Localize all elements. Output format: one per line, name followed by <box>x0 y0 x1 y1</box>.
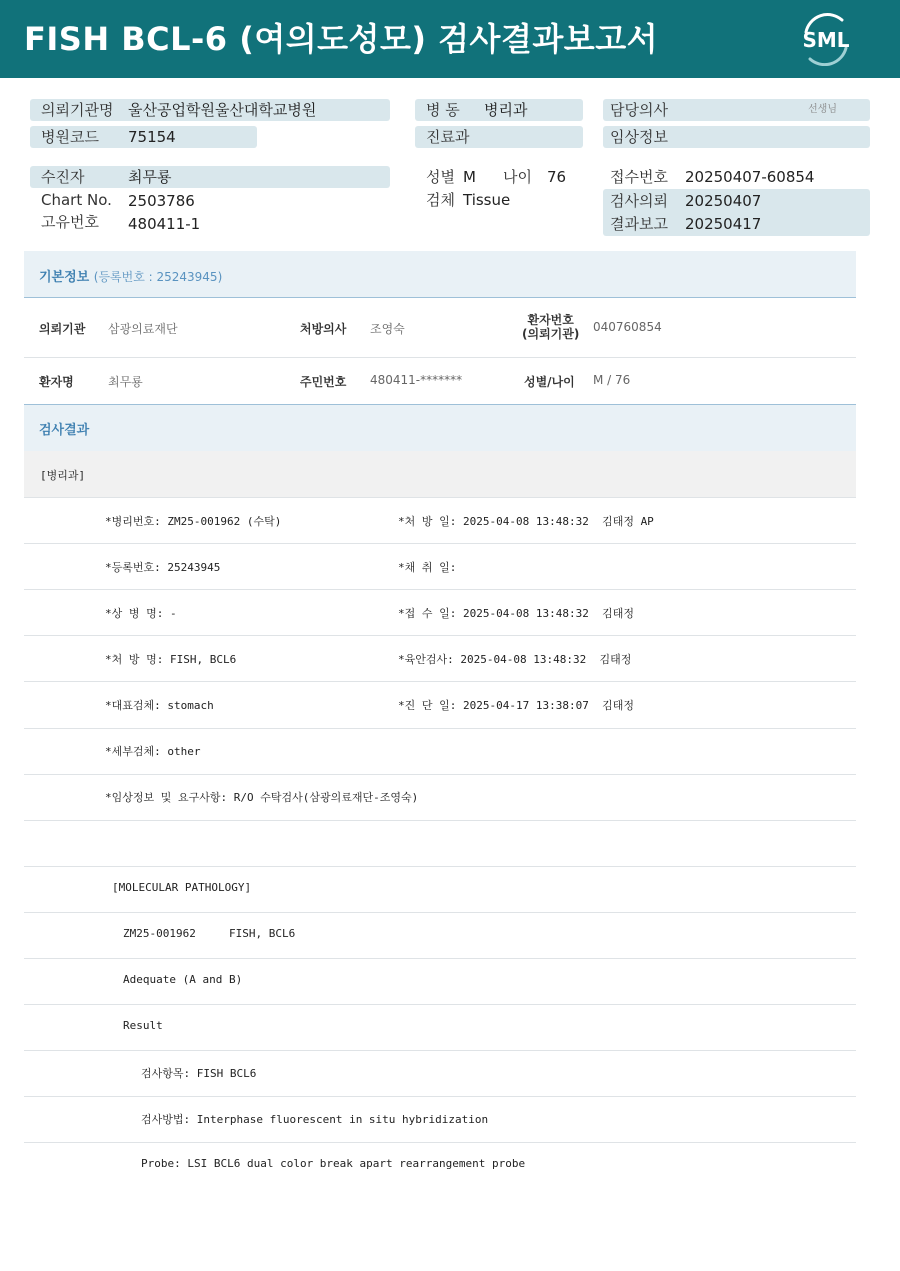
ward-value: 병리과 <box>484 101 528 119</box>
divider <box>24 958 856 959</box>
prescriber-value: 조영숙 <box>370 322 405 336</box>
divider <box>24 543 856 544</box>
divider <box>24 774 856 775</box>
patient-no-value: 040760854 <box>593 320 662 334</box>
clinical-requirements: *임상정보 및 요구사항: R/O 수탁검사(삼광의료재단-조영숙) <box>105 791 419 804</box>
divider <box>24 820 856 821</box>
divider <box>24 912 856 913</box>
divider <box>24 297 856 298</box>
age-label: 나이 <box>503 168 532 186</box>
requesting-org-value: 울산공업학원울산대학교병원 <box>128 101 317 119</box>
request-value: 20250407 <box>685 192 762 210</box>
sex-age-value: M / 76 <box>593 373 631 387</box>
molecular-pathology-heading: [MOLECULAR PATHOLOGY] <box>112 881 252 894</box>
divider <box>24 357 856 358</box>
department-row <box>24 451 856 497</box>
department-name: [병리과] <box>40 469 86 482</box>
divider <box>24 589 856 590</box>
report-date-value: 20250417 <box>685 215 762 233</box>
doctor-label: 담당의사 <box>610 101 668 119</box>
ward-label: 병 동 <box>426 101 460 119</box>
specimen-value: Tissue <box>463 191 511 209</box>
prescriber-label: 처방의사 <box>300 322 347 336</box>
report-date-label: 결과보고 <box>610 215 668 233</box>
prescription-name: *처 방 명: FISH, BCL6 <box>105 653 237 666</box>
sml-logo <box>798 12 854 66</box>
prescription-date: *처 방 일: 2025-04-08 13:48:32 김태정 AP <box>398 515 654 528</box>
divider <box>24 1004 856 1005</box>
divider <box>24 497 856 498</box>
adequacy-line: Adequate (A and B) <box>123 973 243 986</box>
divider <box>24 866 856 867</box>
logo-text: SML <box>802 28 850 52</box>
basic-info-header <box>24 251 856 297</box>
patient-no-label-line2: (의뢰기관) <box>522 327 580 341</box>
rrn-value: 480411-******* <box>370 373 463 387</box>
patient-label: 수진자 <box>41 168 85 186</box>
sex-age-label: 성별/나이 <box>524 375 575 389</box>
test-method-line: 검사방법: Interphase fluorescent in situ hybridization <box>141 1113 489 1126</box>
department-label: 진료과 <box>426 128 470 146</box>
results-title: 검사결과 <box>39 423 90 438</box>
divider <box>24 1096 856 1097</box>
report-header <box>0 0 900 78</box>
receipt-date: *접 수 일: 2025-04-08 13:48:32 김태정 <box>398 607 634 620</box>
patient-value: 최무룡 <box>128 168 172 186</box>
patient-name-label: 환자명 <box>39 375 74 389</box>
request-label: 검사의뢰 <box>610 192 668 210</box>
results-header <box>24 405 856 451</box>
receipt-no-value: 20250407-60854 <box>685 168 815 186</box>
clinical-info-label: 임상정보 <box>610 128 668 146</box>
sex-value: M <box>463 168 476 186</box>
basic-info-title-text: 기본정보 <box>39 270 90 285</box>
detail-specimen: *세부검체: other <box>105 745 201 758</box>
divider <box>24 1142 856 1143</box>
pathology-no: *병리번호: ZM25-001962 (수탁) <box>105 515 282 528</box>
hospital-code-label: 병원코드 <box>41 128 99 146</box>
chart-no-value: 2503786 <box>128 192 195 210</box>
age-value: 76 <box>547 168 567 186</box>
result-heading: Result <box>123 1019 163 1032</box>
patient-name-value: 최무룡 <box>108 375 143 389</box>
diagnosis-date: *진 단 일: 2025-04-17 13:38:07 김태정 <box>398 699 634 712</box>
patient-no-label <box>522 313 579 341</box>
basic-info-title <box>39 266 222 285</box>
registration-no: (등록번호 : 25243945) <box>93 270 223 284</box>
diagnosis-name: *상 병 명: - <box>105 607 177 620</box>
specimen-label: 검체 <box>426 191 455 209</box>
collection-date: *채 취 일: <box>398 561 457 574</box>
gross-exam-date: *육안검사: 2025-04-08 13:48:32 김태정 <box>398 653 632 666</box>
divider <box>24 728 856 729</box>
rrn-label: 주민번호 <box>300 375 347 389</box>
divider <box>24 681 856 682</box>
receipt-no-label: 접수번호 <box>610 168 668 186</box>
org-value: 삼광의료재단 <box>108 322 178 336</box>
test-item-line: 검사항목: FISH BCL6 <box>141 1067 257 1080</box>
requesting-org-label: 의뢰기관명 <box>41 101 114 119</box>
case-test-line: ZM25-001962 FISH, BCL6 <box>123 927 296 940</box>
report-title: FISH BCL-6 (여의도성모) 검사결과보고서 <box>24 20 659 58</box>
divider <box>24 635 856 636</box>
unique-no-value: 480411-1 <box>128 215 201 233</box>
chart-no-label: Chart No. <box>41 191 112 209</box>
doctor-suffix: 선생님 <box>808 104 837 115</box>
probe-line: Probe: LSI BCL6 dual color break apart rearrangement probe <box>141 1157 526 1170</box>
org-label: 의뢰기관 <box>39 322 86 336</box>
unique-no-label: 고유번호 <box>41 213 99 231</box>
divider <box>24 1050 856 1051</box>
registration-number: *등록번호: 25243945 <box>105 561 221 574</box>
representative-specimen: *대표검체: stomach <box>105 699 214 712</box>
hospital-code-value: 75154 <box>128 128 176 146</box>
patient-no-label-line1: 환자번호 <box>527 313 574 327</box>
sex-label: 성별 <box>426 168 455 186</box>
